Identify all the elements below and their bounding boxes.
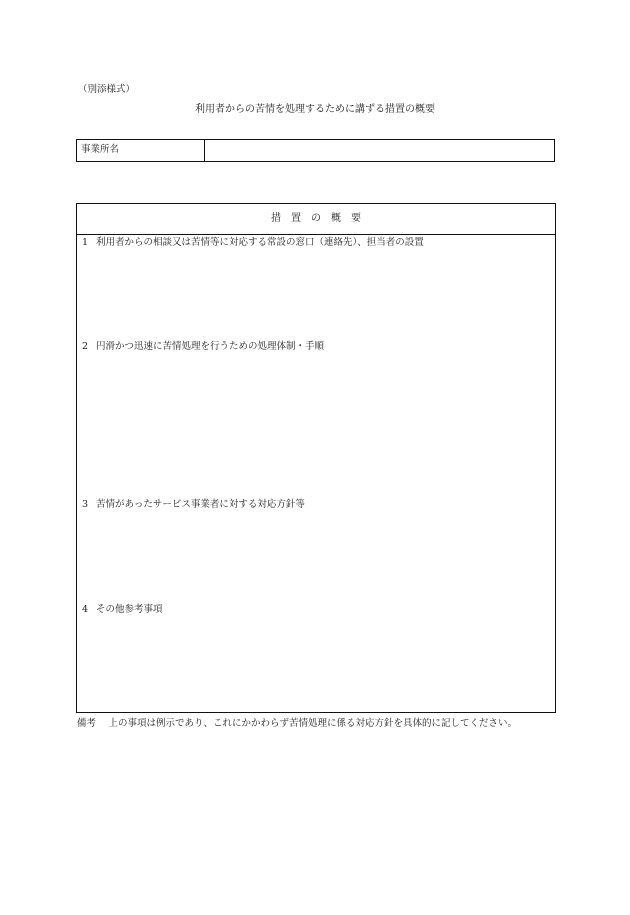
note-text: 上の事項は例示であり、これにかかわらず苦情処理に係る対応方針を具体的に記してください。 — [108, 718, 518, 729]
measure-item-number: 4 — [82, 604, 89, 615]
document-title: 利用者からの苦情を処理するために講ずる措置の概要 — [195, 104, 435, 115]
measure-item-2 — [82, 341, 324, 353]
office-name-table — [76, 139, 555, 162]
measure-item-number: 1 — [82, 237, 89, 248]
measure-item-number: 3 — [82, 499, 89, 510]
form-label: （別添様式） — [78, 84, 136, 95]
measure-item-text: その他参考事項 — [96, 604, 163, 615]
measure-item-text: 円滑かつ迅速に苦情処理を行うための処理体制・手順 — [96, 341, 325, 352]
office-name-label: 事業所名 — [77, 140, 205, 161]
office-name-field[interactable] — [205, 140, 554, 161]
measure-item-1 — [82, 237, 424, 249]
measure-item-3 — [82, 499, 305, 511]
measure-item-text: 苦情があったサービス事業者に対する対応方針等 — [96, 499, 305, 510]
note-label: 備考 — [77, 718, 97, 729]
measures-table — [76, 203, 556, 713]
measures-header: 措 置 の 概 要 — [77, 204, 555, 235]
measure-item-4 — [82, 604, 163, 616]
note — [77, 718, 517, 730]
measure-item-text: 利用者からの相談又は苦情等に対応する常設の窓口（連絡先）、担当者の設置 — [96, 237, 424, 248]
measure-item-number: 2 — [82, 341, 89, 352]
